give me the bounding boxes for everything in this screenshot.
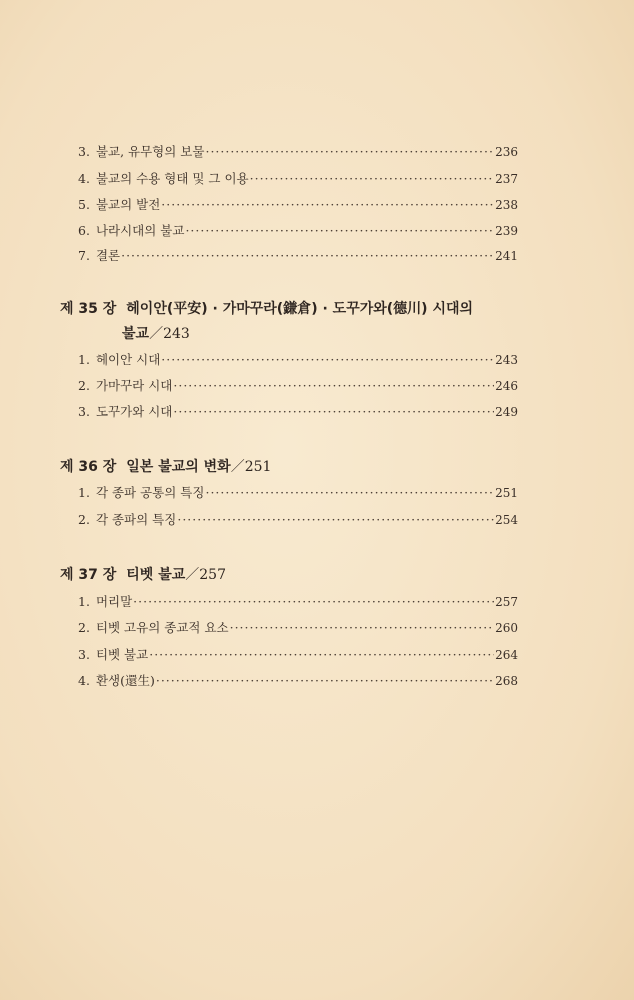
chapter-35-heading[interactable] bbox=[60, 300, 540, 318]
chapter-label: 제 37 장 bbox=[60, 567, 117, 583]
entry-title: 티벳 불교 bbox=[95, 647, 149, 662]
entry-number: 5. bbox=[78, 197, 90, 212]
entry-number: 2. bbox=[78, 620, 90, 635]
toc-entry[interactable] bbox=[78, 485, 518, 501]
leader-dots bbox=[250, 171, 494, 187]
leader-dots bbox=[161, 197, 494, 213]
entry-number: 7. bbox=[78, 248, 90, 263]
entry-page: 257 bbox=[495, 595, 518, 609]
chapter-36-heading[interactable] bbox=[60, 458, 540, 476]
entry-page: 268 bbox=[495, 674, 518, 688]
entry-page: 239 bbox=[495, 224, 518, 238]
entry-number: 6. bbox=[78, 223, 90, 238]
title-separator: ／ bbox=[149, 326, 164, 342]
leader-dots bbox=[173, 378, 494, 394]
entry-number: 4. bbox=[78, 673, 90, 688]
leader-dots bbox=[230, 620, 494, 636]
entry-page: 260 bbox=[495, 621, 518, 635]
entry-number: 3. bbox=[78, 647, 90, 662]
entry-title: 머리말 bbox=[95, 594, 133, 609]
chapter-title: 티벳 불교 bbox=[126, 567, 186, 583]
entry-number: 1. bbox=[78, 485, 90, 500]
chapter-page: 243 bbox=[163, 326, 190, 342]
toc-entry[interactable] bbox=[78, 171, 518, 187]
entry-title: 결론 bbox=[95, 248, 121, 263]
leader-dots bbox=[185, 223, 494, 239]
entry-page: 241 bbox=[495, 249, 518, 263]
toc-entry[interactable] bbox=[78, 594, 518, 610]
toc-entry[interactable] bbox=[78, 404, 518, 420]
chapter-title-cont: 불교 bbox=[122, 326, 150, 342]
leader-dots bbox=[205, 144, 494, 160]
entry-page: 236 bbox=[495, 145, 518, 159]
leader-dots bbox=[161, 352, 494, 368]
chapter-page: 251 bbox=[244, 459, 272, 475]
entry-page: 249 bbox=[495, 405, 518, 419]
entry-title: 각 종파 공통의 특징 bbox=[95, 485, 205, 500]
entry-number: 1. bbox=[78, 594, 90, 609]
entry-page: 237 bbox=[495, 172, 518, 186]
entry-title: 불교의 수용 형태 및 그 이용 bbox=[95, 171, 249, 186]
entry-number: 3. bbox=[78, 404, 90, 419]
leader-dots bbox=[177, 512, 494, 528]
entry-page: 251 bbox=[495, 486, 518, 500]
leader-dots bbox=[121, 248, 494, 264]
toc-entry[interactable] bbox=[78, 620, 518, 636]
toc-entry[interactable] bbox=[78, 673, 518, 689]
entry-page: 264 bbox=[495, 648, 518, 662]
entry-page: 254 bbox=[495, 513, 518, 527]
entry-page: 243 bbox=[495, 353, 518, 367]
leader-dots bbox=[149, 647, 494, 663]
entry-title: 티벳 고유의 종교적 요소 bbox=[95, 620, 229, 635]
toc-entry[interactable] bbox=[78, 197, 518, 213]
entry-number: 3. bbox=[78, 144, 90, 159]
title-separator: ／ bbox=[185, 567, 200, 583]
entry-title: 도꾸가와 시대 bbox=[95, 404, 173, 419]
entry-title: 나라시대의 불교 bbox=[95, 223, 185, 238]
chapter-label: 제 36 장 bbox=[60, 459, 117, 475]
chapter-page: 257 bbox=[199, 567, 226, 583]
chapter-37-heading[interactable] bbox=[60, 566, 540, 584]
toc-entry[interactable] bbox=[78, 144, 518, 160]
entry-number: 4. bbox=[78, 171, 90, 186]
entry-page: 238 bbox=[495, 198, 518, 212]
title-separator: ／ bbox=[230, 459, 245, 475]
leader-dots bbox=[156, 673, 494, 689]
chapter-label: 제 35 장 bbox=[60, 301, 117, 317]
entry-number: 1. bbox=[78, 352, 90, 367]
entry-page: 246 bbox=[495, 379, 518, 393]
entry-title: 각 종파의 특징 bbox=[95, 512, 177, 527]
entry-number: 2. bbox=[78, 378, 90, 393]
toc-entry[interactable] bbox=[78, 223, 518, 239]
entry-title: 불교의 발전 bbox=[95, 197, 161, 212]
entry-number: 2. bbox=[78, 512, 90, 527]
leader-dots bbox=[205, 485, 494, 501]
chapter-title: 일본 불교의 변화 bbox=[126, 459, 231, 475]
entry-title: 환생(還生) bbox=[95, 673, 155, 688]
chapter-35-heading-cont bbox=[122, 325, 190, 343]
entry-title: 가마꾸라 시대 bbox=[95, 378, 173, 393]
entry-title: 불교, 유무형의 보물 bbox=[95, 144, 205, 159]
toc-entry[interactable] bbox=[78, 352, 518, 368]
entry-title: 헤이안 시대 bbox=[95, 352, 161, 367]
leader-dots bbox=[133, 594, 494, 610]
leader-dots bbox=[173, 404, 494, 420]
chapter-title: 헤이안(平安) · 가마꾸라(鎌倉) · 도꾸가와(德川) 시대의 bbox=[126, 301, 474, 317]
toc-entry[interactable] bbox=[78, 378, 518, 394]
toc-entry[interactable] bbox=[78, 647, 518, 663]
toc-entry[interactable] bbox=[78, 248, 518, 264]
toc-entry[interactable] bbox=[78, 512, 518, 528]
